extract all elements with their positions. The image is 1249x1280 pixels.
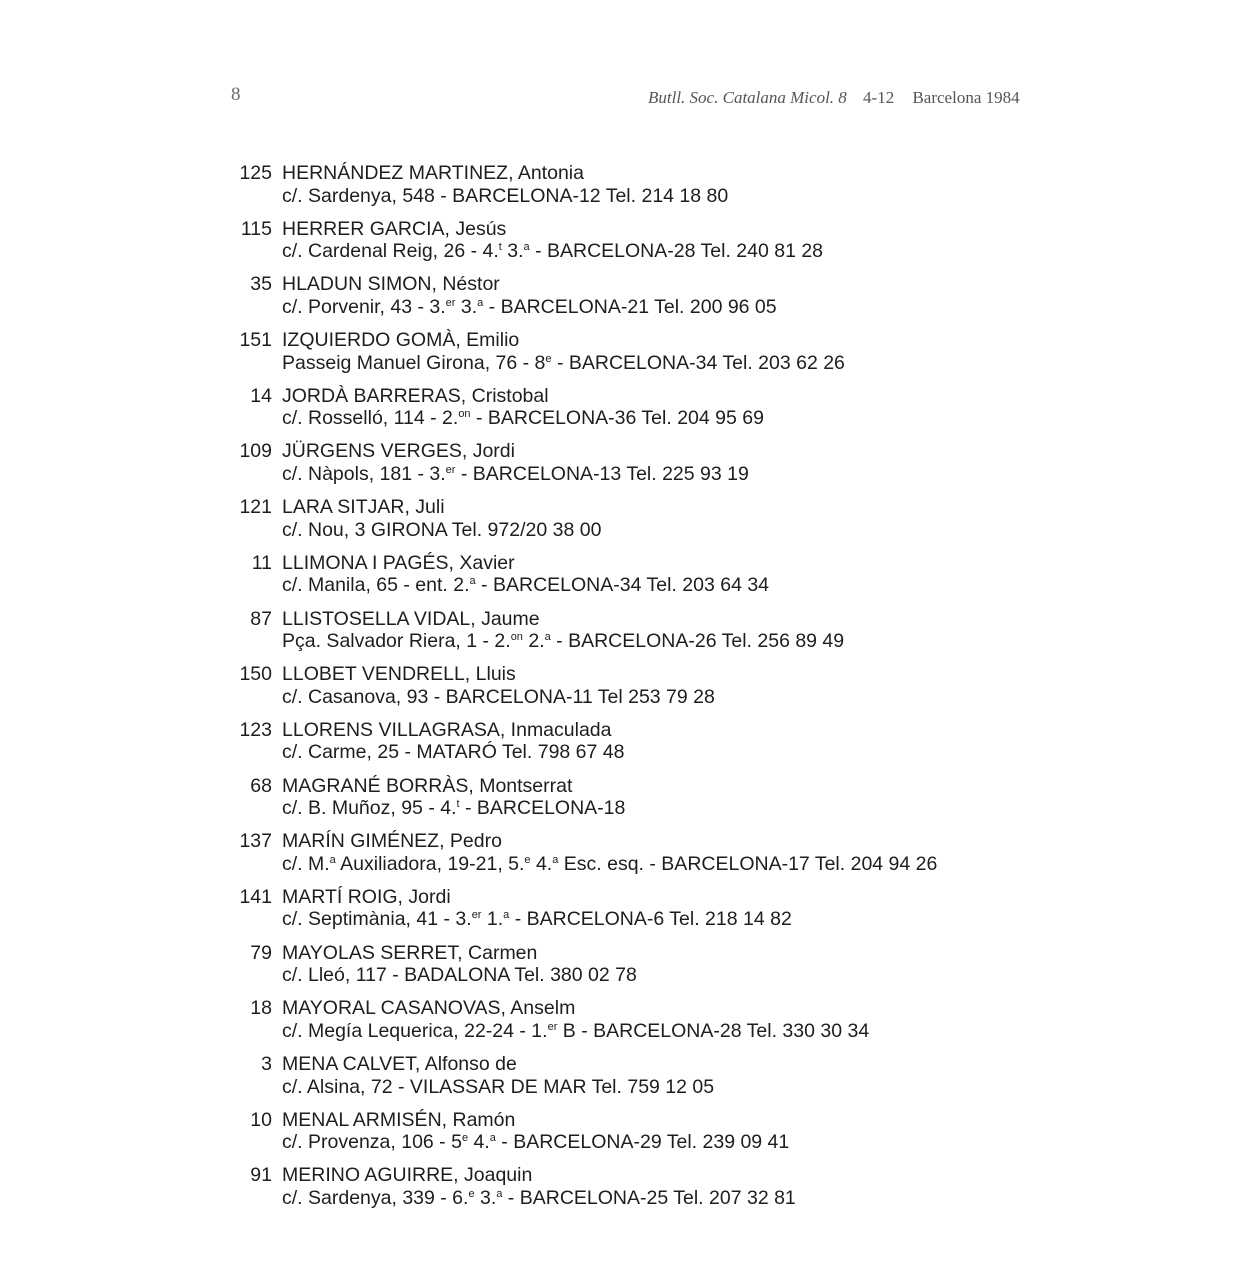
member-name: JÜRGENS VERGES, Jordi bbox=[282, 440, 515, 463]
member-details bbox=[282, 775, 1026, 831]
member-address: c/. Sardenya, 339 - 6.$^e$ 3.$^a$ - BARCELONA-25 Tel. 207 32 81 bbox=[282, 1186, 796, 1209]
member-number: 150 bbox=[239, 663, 272, 686]
member-number: 14 bbox=[250, 384, 272, 407]
member-number: 109 bbox=[239, 440, 272, 463]
member-entry bbox=[226, 719, 1026, 775]
journal-citation: Butll. Soc. Catalana Micol. 8 bbox=[648, 88, 847, 107]
member-address: c/. Lleó, 117 - BADALONA Tel. 380 02 78 bbox=[282, 964, 637, 987]
member-number: 68 bbox=[250, 774, 272, 797]
member-number: 11 bbox=[251, 551, 272, 574]
member-details bbox=[282, 997, 1026, 1053]
member-number: 79 bbox=[250, 941, 272, 964]
member-name: HERRER GARCIA, Jesús bbox=[282, 217, 507, 240]
member-name: MARTÍ ROIG, Jordi bbox=[282, 885, 451, 908]
member-address: c/. Carme, 25 - MATARÓ Tel. 798 67 48 bbox=[282, 741, 625, 764]
member-number: 121 bbox=[239, 496, 272, 519]
place-year: Barcelona 1984 bbox=[912, 88, 1020, 107]
member-entry bbox=[226, 329, 1026, 385]
member-details bbox=[282, 1164, 1026, 1220]
page-range: 4-12 bbox=[863, 88, 895, 107]
member-number: 91 bbox=[250, 1164, 272, 1187]
member-entry bbox=[226, 1053, 1026, 1109]
member-number: 3 bbox=[261, 1053, 272, 1075]
member-details bbox=[282, 440, 1026, 496]
member-entry bbox=[226, 663, 1026, 719]
member-details bbox=[282, 162, 1026, 218]
member-number: 141 bbox=[239, 885, 272, 908]
member-address: c/. Nàpols, 181 - 3.$^{er}$ - BARCELONA-13 Tel. 225 93 19 bbox=[282, 462, 749, 485]
member-number: 87 bbox=[250, 607, 272, 630]
member-address: Passeig Manuel Girona, 76 - 8e - BARCELONA-34 Tel. 203 62 26 bbox=[282, 351, 845, 374]
member-name: MERINO AGUIRRE, Joaquin bbox=[282, 1164, 533, 1187]
member-name: MAGRANÉ BORRÀS, Montserrat bbox=[282, 774, 573, 797]
member-entry bbox=[226, 830, 1026, 886]
running-header bbox=[648, 88, 1020, 108]
member-details bbox=[282, 663, 1026, 719]
member-details bbox=[282, 1053, 1026, 1109]
member-entry bbox=[226, 886, 1026, 942]
member-number: 10 bbox=[250, 1108, 272, 1131]
member-details bbox=[282, 608, 1026, 664]
member-entry bbox=[226, 608, 1026, 664]
member-address: c/. Sardenya, 548 - BARCELONA-12 Tel. 214 18 80 bbox=[282, 184, 729, 207]
member-entry bbox=[226, 997, 1026, 1053]
member-name: LLIMONA I PAGÉS, Xavier bbox=[282, 551, 515, 574]
member-address: c/. Porvenir, 43 - 3.$^{er}$ 3.$^a$ - BARCELONA-21 Tel. 200 96 05 bbox=[282, 295, 777, 318]
member-details bbox=[282, 273, 1026, 329]
member-address: c/. B. Muñoz, 95 - 4.$^t$ - BARCELONA-18 bbox=[282, 797, 626, 820]
member-name: LARA SITJAR, Juli bbox=[282, 496, 445, 519]
member-entry bbox=[226, 440, 1026, 496]
member-details bbox=[282, 1109, 1026, 1165]
member-name: MAYOLAS SERRET, Carmen bbox=[282, 941, 538, 964]
member-name: MENAL ARMISÉN, Ramón bbox=[282, 1108, 516, 1131]
member-address: c/. Megía Lequerica, 22-24 - 1.$^{er}$ B - BARCELONA-28 Tel. 330 30 34 bbox=[282, 1019, 870, 1042]
member-entry bbox=[226, 385, 1026, 441]
member-number: 115 bbox=[240, 217, 272, 240]
member-name: IZQUIERDO GOMÀ, Emilio bbox=[282, 329, 520, 352]
member-details bbox=[282, 719, 1026, 775]
member-address: c/. Casanova, 93 - BARCELONA-11 Tel 253 79 28 bbox=[282, 685, 715, 708]
member-entry bbox=[226, 1164, 1026, 1220]
member-number: 137 bbox=[239, 830, 272, 853]
member-name: JORDÀ BARRERAS, Cristobal bbox=[282, 384, 549, 407]
member-number: 35 bbox=[250, 273, 272, 296]
member-number: 125 bbox=[239, 162, 272, 184]
member-address: c/. M.$^a$ Auxiliadora, 19-21, 5.$^e$ 4.$^a$ Esc. esq. - BARCELONA-17 Tel. 204 94 26 bbox=[282, 852, 938, 875]
member-details bbox=[282, 496, 1026, 552]
member-number: 151 bbox=[239, 329, 272, 352]
member-entry bbox=[226, 218, 1026, 274]
member-details bbox=[282, 385, 1026, 441]
member-name: HERNÁNDEZ MARTINEZ, Antonia bbox=[282, 162, 584, 184]
member-name: MARÍN GIMÉNEZ, Pedro bbox=[282, 830, 502, 853]
member-address: Pça. Salvador Riera, 1 - 2.$^{on}$ 2.$^a$ - BARCELONA-26 Tel. 256 89 49 bbox=[282, 630, 845, 652]
member-entry bbox=[226, 496, 1026, 552]
member-address: c/. Manila, 65 - ent. 2.$^a$ - BARCELONA-34 Tel. 203 64 34 bbox=[282, 574, 770, 597]
member-address: c/. Provenza, 106 - 5e 4.$^a$ - BARCELONA-29 Tel. 239 09 41 bbox=[282, 1131, 790, 1154]
member-name: MAYORAL CASANOVAS, Anselm bbox=[282, 997, 576, 1020]
member-details bbox=[282, 942, 1026, 998]
page-number: 8 bbox=[231, 84, 241, 105]
member-details bbox=[282, 830, 1026, 886]
member-details bbox=[282, 886, 1026, 942]
member-entry bbox=[226, 942, 1026, 998]
member-details bbox=[282, 218, 1026, 274]
member-entry bbox=[226, 552, 1026, 608]
member-address: c/. Rosselló, 114 - 2.$^{on}$ - BARCELONA-36 Tel. 204 95 69 bbox=[282, 407, 764, 430]
member-entry bbox=[226, 273, 1026, 329]
member-name: MENA CALVET, Alfonso de bbox=[282, 1053, 517, 1075]
member-entry bbox=[226, 162, 1026, 218]
member-name: LLOBET VENDRELL, Lluis bbox=[282, 663, 516, 686]
member-list bbox=[226, 162, 1026, 1220]
member-details bbox=[282, 552, 1026, 608]
member-name: LLORENS VILLAGRASA, Inmaculada bbox=[282, 718, 612, 741]
member-address: c/. Nou, 3 GIRONA Tel. 972/20 38 00 bbox=[282, 518, 602, 541]
member-name: HLADUN SIMON, Néstor bbox=[282, 273, 500, 296]
member-number: 18 bbox=[250, 997, 272, 1020]
member-entry bbox=[226, 1109, 1026, 1165]
member-details bbox=[282, 329, 1026, 385]
member-number: 123 bbox=[239, 718, 272, 741]
member-address: c/. Cardenal Reig, 26 - 4.$^t$ 3.$^a$ - BARCELONA-28 Tel. 240 81 28 bbox=[282, 240, 824, 263]
member-address: c/. Alsina, 72 - VILASSAR DE MAR Tel. 759 12 05 bbox=[282, 1075, 715, 1098]
member-name: LLISTOSELLA VIDAL, Jaume bbox=[282, 607, 540, 630]
member-address: c/. Septimània, 41 - 3.$^{er}$ 1.$^a$ - BARCELONA-6 Tel. 218 14 82 bbox=[282, 908, 792, 931]
member-entry bbox=[226, 775, 1026, 831]
